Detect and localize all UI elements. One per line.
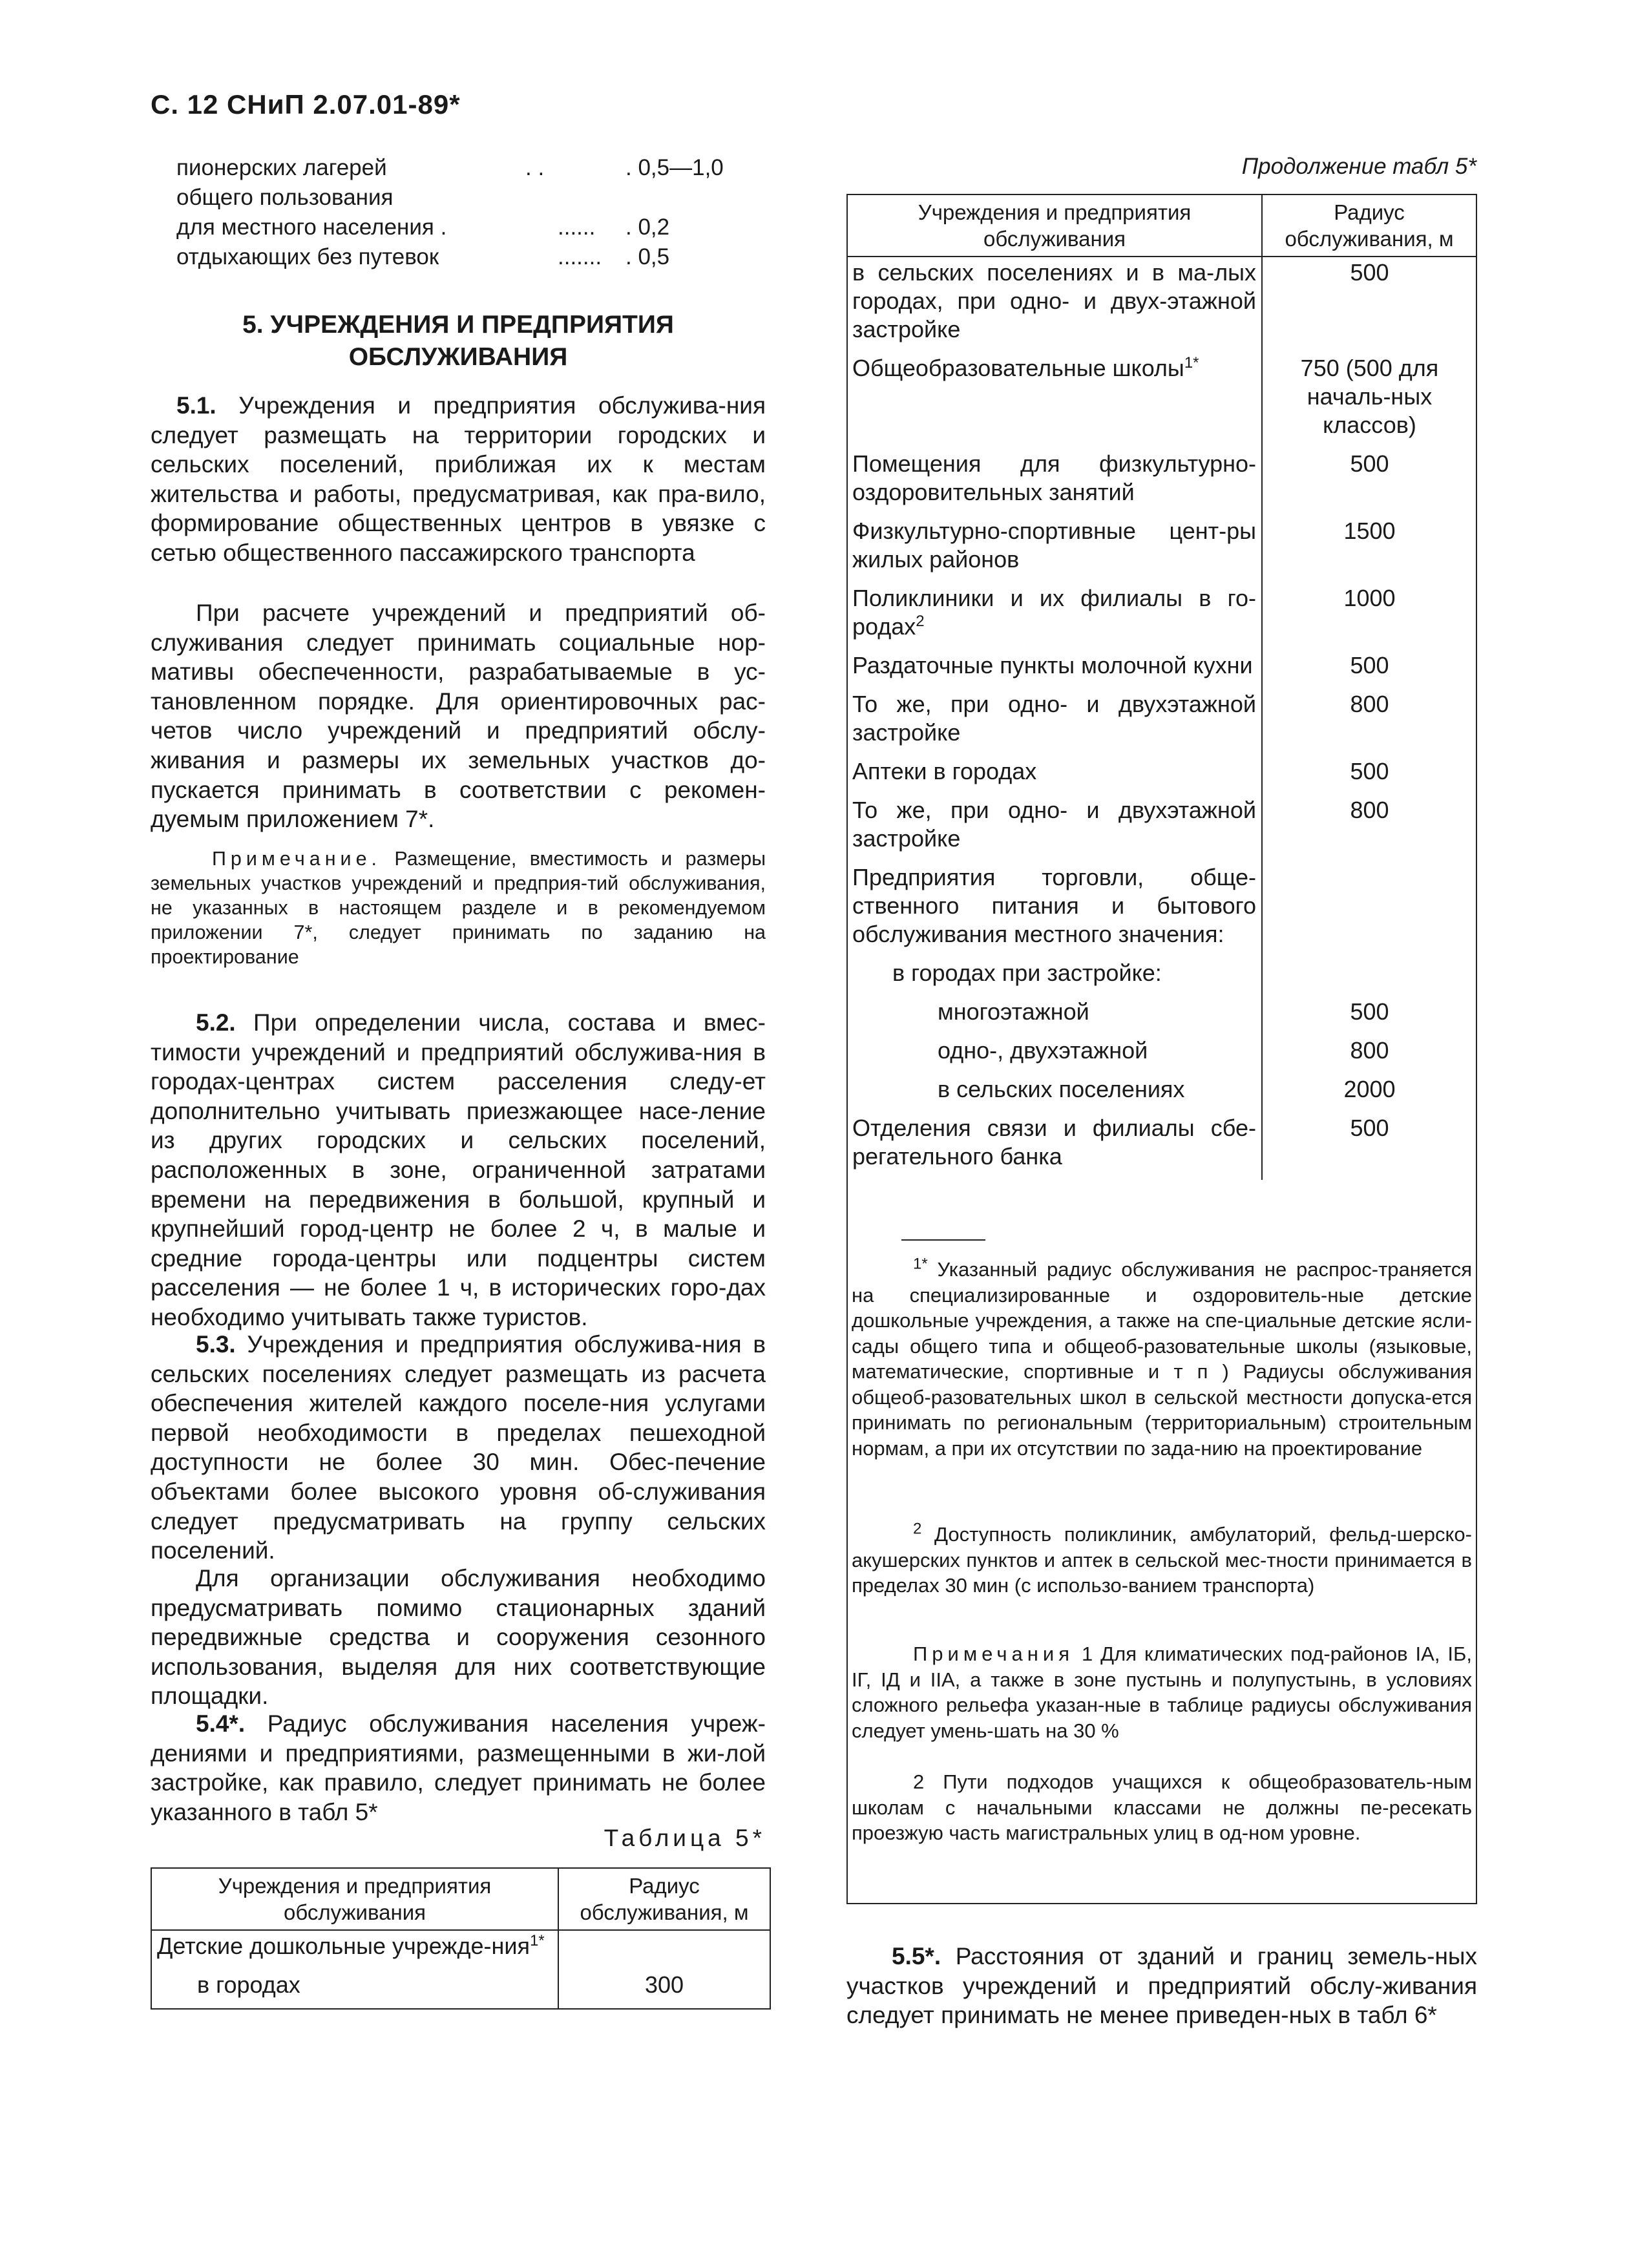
table-cell-radius [1262, 958, 1476, 996]
table-header-radius: Радиус обслуживания, м [1262, 194, 1476, 257]
footnote-text: Доступность поликлиник, амбулаторий, фельд-шерско-акушерских пунктов и аптек в сельской мес-тности принимается в пределах 30 мин (с использо-ванием транспорта) [852, 1523, 1472, 1597]
institution-name: Раздаточные пункты молочной кухни [852, 652, 1253, 678]
institution-name: многоэтажной [938, 998, 1089, 1025]
table-cell-institution [847, 756, 1262, 795]
running-head: С. 12 СНиП 2.07.01-89* [151, 89, 461, 120]
table-cell-institution [847, 795, 1262, 862]
table-5-part1 [151, 1867, 771, 2010]
note-block [151, 846, 766, 969]
table-cell-radius: 500 [1262, 257, 1476, 353]
table-cell-institution [847, 448, 1262, 516]
notes-right-1 [852, 1641, 1472, 1743]
table-row [847, 1074, 1476, 1113]
leader-row [151, 155, 766, 185]
table-label: Таблица 5* [604, 1825, 766, 1851]
table-cell-radius: 500 [1262, 650, 1476, 689]
institution-name: в городах при застройке: [892, 960, 1162, 986]
table-row [847, 448, 1476, 516]
table-cell-radius [1262, 862, 1476, 958]
leader-value: . 0,2 [625, 215, 670, 240]
leader-row [151, 244, 766, 274]
note-text: Размещение, вместимость и размеры земельных участков учреждений и предприя-тий обслуживания, не указанных в настоящем разделе и в рекомендуемом приложении 7*, следует принимать по заданию на проектирование [151, 848, 766, 968]
table-row [847, 689, 1476, 756]
frame-right [1476, 1218, 1477, 1904]
table-cell-radius [558, 1930, 770, 1969]
footnote-ref: 1* [529, 1932, 545, 1949]
leader-dots: ....... [558, 244, 602, 269]
table-row [847, 996, 1476, 1035]
paragraph-number: 5.4*. [196, 1710, 246, 1737]
leader-value: . 0,5 [625, 244, 670, 269]
table-row [847, 516, 1476, 583]
continuation-label: Продолжение табл 5* [1241, 154, 1476, 179]
table-header-radius: Радиус обслуживания, м [558, 1868, 770, 1930]
note-text: 2 Пути подходов учащихся к общеобразователь-ным школам с начальными классами не должны пе-ресекать проезжую часть магистральных улиц в од-ном уровне. [852, 1770, 1472, 1844]
paragraph-text: Расстояния от зданий и границ земель-ных участков учреждений и предприятий обслу-живания следует принимать не менее приведен-ных в табл 6* [846, 1943, 1477, 2029]
institution-name: То же, при одно- и двухэтажной застройке [852, 691, 1256, 746]
table-row [151, 1930, 770, 1969]
footnote-1 [852, 1257, 1472, 1461]
institution-name: Детские дошкольные учрежде-ния [157, 1933, 530, 1959]
table-header-institution: Учреждения и предприятия обслуживания [847, 194, 1262, 257]
paragraph-5-5 [846, 1942, 1477, 2030]
table-cell-institution [847, 1113, 1262, 1180]
table-cell-radius: 800 [1262, 689, 1476, 756]
institution-name: одно-, двухэтажной [938, 1037, 1148, 1064]
table-cell-radius: 1000 [1262, 583, 1476, 650]
institution-name: Предприятия торговли, обще-ственного питания и бытового обслуживания местного значения: [852, 864, 1256, 947]
footnote-text: Указанный радиус обслуживания не распрос-траняется на специализированные и оздоровитель-ные детские дошкольные учреждения, а также на спе-циальные детские ясли-сады общего типа и общеоб-разовательные школы (языковые, математические, спортивные и т п ) Радиусы обслуживания общеоб-разовательных школ в сельской местности допуска-ется принимать по региональным (территориальным) строительным нормам, а при их отсутствии по зада-нию на проектирование [852, 1258, 1472, 1460]
leader-label: отдыхающих без путевок [176, 244, 439, 269]
table-cell-institution [847, 689, 1262, 756]
paragraph-text: Учреждения и предприятия обслужива-ния следует размещать на территории городских и сельских поселений, приближая их к местам жительства и работы, предусматривая, как пра-вило, формирование общественных центров в увязке с сетью общественного пассажирского транспорта [151, 392, 766, 566]
paragraph-5-3 [151, 1330, 766, 1566]
leader-row [151, 215, 766, 244]
paragraph-text: Радиус обслуживания населения учреж-дениями и предприятиями, размещенными в жи-лой застройке, как правило, следует принимать не более указанного в табл 5* [151, 1710, 766, 1825]
table-row [847, 958, 1476, 996]
leader-dots: . . [525, 155, 545, 180]
table-cell-institution [847, 257, 1262, 353]
section-heading-line2: ОБСЛУЖИВАНИЯ [348, 343, 568, 371]
note-text: 1 Для климатических под-районов IА, IБ, IГ, IД и IIА, а также в зоне пустынь и полупустынь, в условиях сложного рельефа указан-ные в таблице радиусы обслуживания следует умень-шать на 30 % [852, 1643, 1472, 1742]
table-cell-institution [847, 650, 1262, 689]
table-cell-institution [151, 1930, 558, 1969]
footnote-rule [901, 1239, 985, 1241]
notes-label: Примечания [913, 1643, 1074, 1665]
paragraph-5-1 [151, 391, 766, 568]
table-cell-radius: 800 [1262, 795, 1476, 862]
table-row [847, 1113, 1476, 1180]
paragraph-5-2 [151, 1008, 766, 1332]
leader-label: общего пользования [176, 185, 394, 210]
table-row [847, 756, 1476, 795]
paragraph-text: Для организации обслуживания необходимо предусматривать помимо стационарных зданий передвижные средства и сооружения сезонного использования, выделяя для них соответствующие площадки. [151, 1565, 766, 1710]
table-row [847, 353, 1476, 448]
footnote-ref: 1* [1184, 354, 1199, 372]
section-heading [151, 309, 766, 373]
table-header-institution: Учреждения и предприятия обслуживания [151, 1868, 558, 1930]
table-cell-radius: 800 [1262, 1035, 1476, 1074]
leader-dots: ...... [558, 215, 596, 240]
table-cell-radius: 2000 [1262, 1074, 1476, 1113]
table-row [847, 862, 1476, 958]
table-cell-radius: 1500 [1262, 516, 1476, 583]
table-cell-institution [847, 583, 1262, 650]
paragraph-text: При расчете учреждений и предприятий об-служивания следует принимать социальные нор-мативы обеспеченности, разрабатываемые в ус-тановленном порядке. Для ориентировочных рас-четов число учреждений и предприятий обслу-живания и размеры их земельных участков до-пускается принимать в соответствии с рекомен-дуемым приложением 7*. [151, 600, 766, 833]
table-row [847, 1035, 1476, 1074]
table-row [847, 650, 1476, 689]
table-row [847, 583, 1476, 650]
paragraph-text: При определении числа, состава и вмес-тимости учреждений и предприятий обслужива-ния в городах-центрах систем расселения следу-ет дополнительно учитывать приезжающее насе-ление из других городских и сельских поселений, расположенных в зоне, ограниченной затратами времени на передвижения в большой, крупный и крупнейший город-центр не более 2 ч, в малые и средние города-центры или подцентры систем расселения — не более 1 ч, в исторических горо-дах необходимо учитывать также туристов. [151, 1009, 766, 1330]
institution-name: Общеобразовательные школы [852, 355, 1184, 381]
table-cell-institution [847, 958, 1262, 996]
table-cell-radius: 500 [1262, 448, 1476, 516]
table-cell-institution [847, 1035, 1262, 1074]
paragraph-text: Учреждения и предприятия обслужива-ния в сельских поселениях следует размещать из расчета обеспечения жителей каждого поселе-ния услугами первой необходимости в пределах пешеходной доступности не более 30 мин. Обес-печение объектами более высокого уровня об-служивания следует предусматривать на группу сельских поселений. [151, 1331, 766, 1564]
table-border-left [846, 255, 848, 1218]
paragraph-5-4 [151, 1709, 766, 1827]
notes-right-2 [852, 1769, 1472, 1846]
paragraph-5-3-b [151, 1564, 766, 1711]
paragraph-number: 5.1. [176, 392, 216, 419]
institution-name: в городах [197, 1971, 300, 1998]
table-cell-radius: 300 [558, 1969, 770, 2009]
institution-name: Физкультурно-спортивные цент-ры жилых районов [852, 518, 1256, 572]
leader-row [151, 185, 766, 215]
institution-name: в сельских поселениях и в ма-лых городах, при одно- и двух-этажной застройке [852, 259, 1256, 342]
leader-value: . 0,5—1,0 [625, 155, 724, 180]
leader-label: для местного населения . [176, 215, 447, 240]
institution-name: Аптеки в городах [852, 758, 1037, 784]
table-cell-institution [847, 862, 1262, 958]
table-cell-radius: 500 [1262, 756, 1476, 795]
table-5-part2 [846, 194, 1477, 1180]
paragraph-number: 5.5*. [892, 1943, 941, 1969]
table-border-right [1476, 255, 1477, 1218]
table-cell-institution [847, 996, 1262, 1035]
table-row [847, 257, 1476, 353]
footnote-ref: 2 [916, 613, 925, 630]
paragraph-number: 5.3. [196, 1331, 236, 1358]
institution-name: Поликлиники и их филиалы в го-родах [852, 585, 1256, 640]
table-cell-radius: 500 [1262, 996, 1476, 1035]
institution-name: Отделения связи и филиалы сбе-регательного банка [852, 1115, 1256, 1170]
footnote-mark: 2 [913, 1520, 922, 1538]
leader-label: пионерских лагерей [176, 155, 387, 180]
table-cell-institution [847, 1074, 1262, 1113]
institution-name: То же, при одно- и двухэтажной застройке [852, 797, 1256, 852]
frame-left [846, 1218, 848, 1904]
table-cell-radius: 750 (500 для началь-ных классов) [1262, 353, 1476, 448]
institution-name: в сельских поселениях [938, 1076, 1185, 1102]
table-row [847, 795, 1476, 862]
frame-bottom [846, 1903, 1477, 1904]
paragraph-number: 5.2. [196, 1009, 236, 1036]
footnote-mark: 1* [913, 1255, 928, 1273]
table-cell-institution [847, 516, 1262, 583]
table-cell-institution [151, 1969, 558, 2009]
paragraph-5-1-b [151, 598, 766, 834]
section-heading-line1: 5. УЧРЕЖДЕНИЯ И ПРЕДПРИЯТИЯ [242, 311, 674, 339]
table-cell-institution [847, 353, 1262, 448]
table-row [151, 1969, 770, 2009]
footnote-2 [852, 1522, 1472, 1599]
leader-list [151, 155, 766, 274]
table-cell-radius: 500 [1262, 1113, 1476, 1180]
institution-name: Помещения для физкультурно-оздоровительных занятий [852, 450, 1256, 505]
note-label: Примечание. [212, 848, 382, 870]
